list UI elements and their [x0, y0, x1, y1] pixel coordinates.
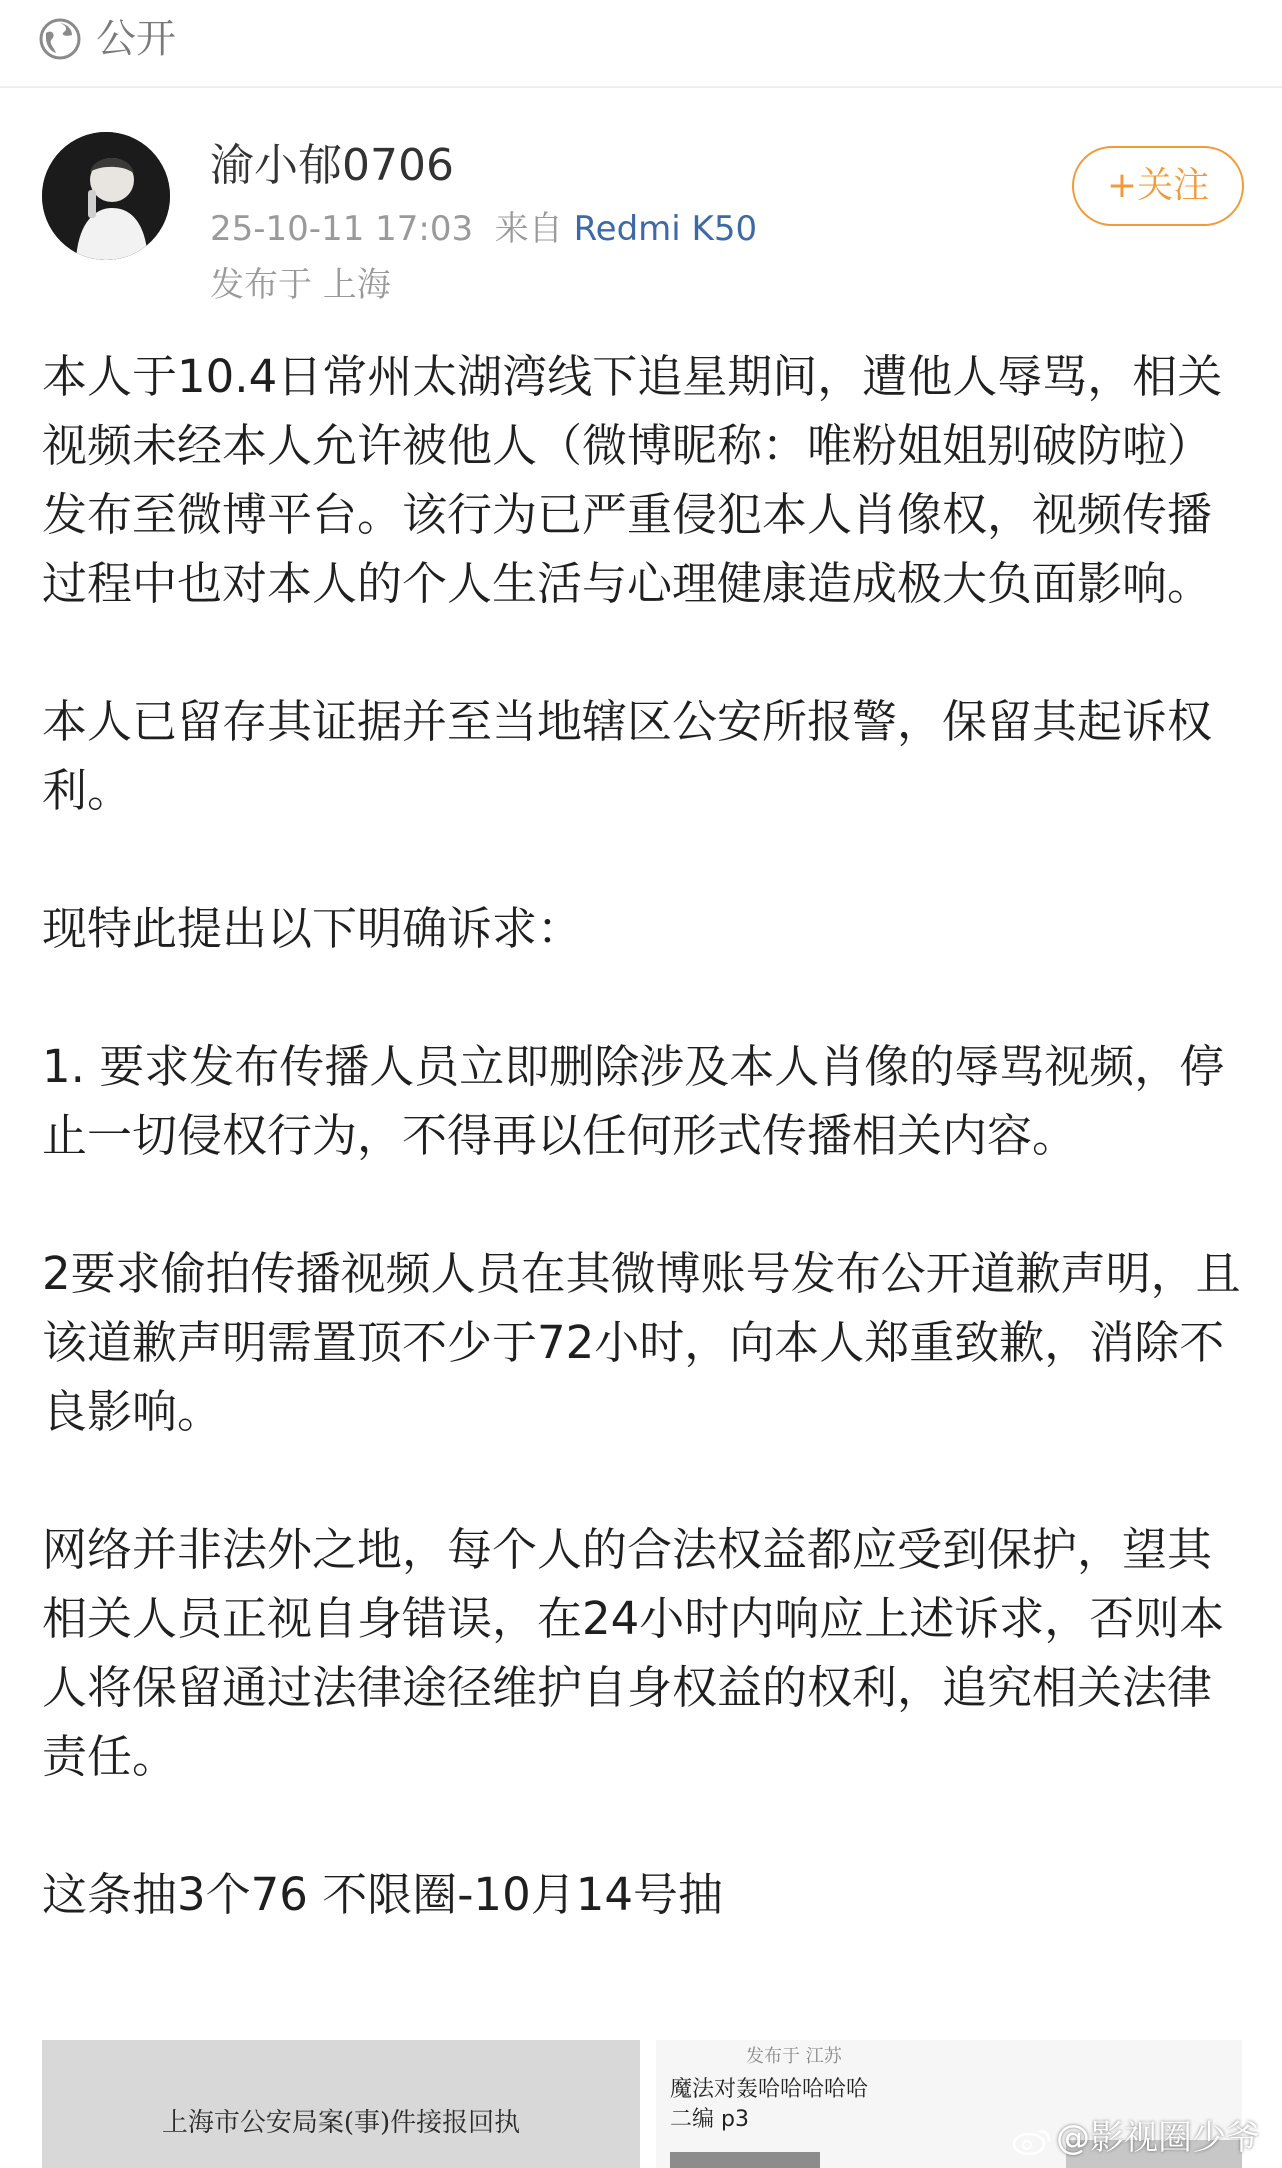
avatar[interactable] — [42, 132, 170, 260]
post-meta — [210, 206, 757, 252]
watermark-text: @影视圈少爷 — [1056, 2118, 1260, 2158]
screenshot-thumbnail — [670, 2152, 820, 2168]
follow-button[interactable]: +关注 — [1072, 146, 1244, 226]
visibility-label: 公开 — [96, 16, 176, 62]
globe-icon — [38, 17, 82, 61]
post-paragraph: 1. 要求发布传播人员立即删除涉及本人肖像的辱骂视频，停止一切侵权行为，不得再以任何形式传播相关内容。 — [42, 1040, 1225, 1162]
post-paragraph: 2要求偷拍传播视频人员在其微博账号发布公开道歉声明，且该道歉声明需置顶不少于72小时，向本人郑重致歉，消除不良影响。 — [42, 1247, 1241, 1438]
post-paragraph: 本人于10.4日常州太湖湾线下追星期间，遭他人辱骂，相关视频未经本人允许被他人（微博昵称：唯粉姐姐别破防啦）发布至微博平台。该行为已严重侵犯本人肖像权，视频传播过程中也对本人的个人生活与心理健康造成极大负面影响。 — [42, 350, 1223, 610]
device-link[interactable]: Redmi K50 — [573, 209, 758, 249]
post-paragraph: 本人已留存其证据并至当地辖区公安所报警，保留其起诉权利。 — [42, 695, 1213, 817]
watermark — [1012, 2116, 1260, 2160]
post-paragraph: 这条抽3个76 不限圈-10月14号抽 — [42, 1868, 723, 1921]
visibility-bar — [0, 0, 1282, 88]
post-paragraph: 网络并非法外之地，每个人的合法权益都应受到保护，望其相关人员正视自身错误，在24小时内响应上述诉求，否则本人将保留通过法律途径维护自身权益的权利，追究相关法律责任。 — [42, 1523, 1225, 1783]
receipt-caption: 上海市公安局案(事)件接报回执 — [161, 2108, 521, 2138]
source-prefix: 来自 — [494, 209, 563, 249]
post-timestamp: 25-10-11 17:03 — [210, 209, 474, 249]
post-location: 发布于 上海 — [210, 265, 391, 305]
weibo-icon — [1012, 2125, 1052, 2155]
avatar-image — [42, 132, 170, 260]
post-body — [42, 342, 1242, 1929]
attached-image-police-receipt[interactable] — [42, 2040, 640, 2168]
screenshot-text-line: 二编 p3 — [670, 2107, 749, 2132]
author-name[interactable]: 渝小郁0706 — [210, 140, 454, 191]
screenshot-location: 发布于 江苏 — [746, 2046, 842, 2067]
screenshot-text-line: 魔法对轰哈哈哈哈哈 — [670, 2077, 869, 2102]
post-paragraph: 现特此提出以下明确诉求： — [42, 902, 583, 955]
